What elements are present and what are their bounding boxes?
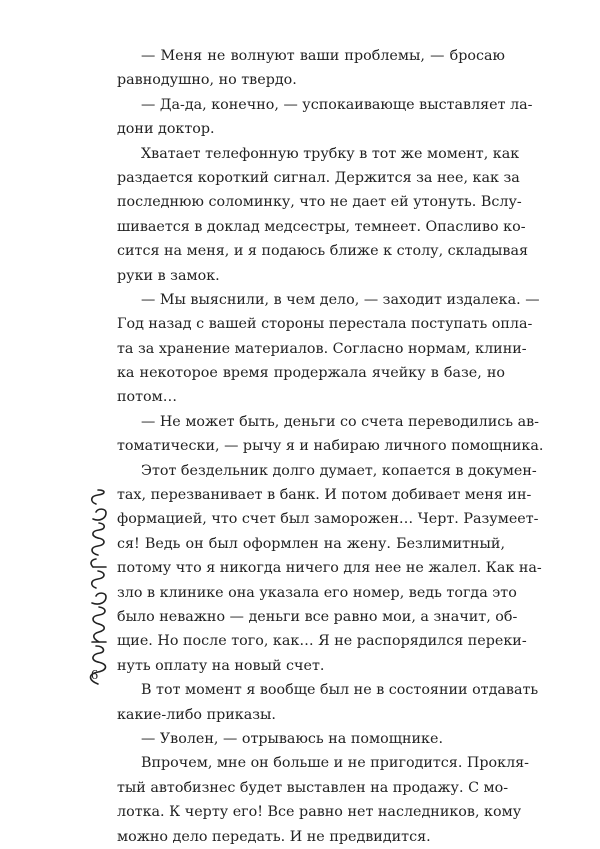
text-line: та за хранение материалов. Согласно нормам, клини- bbox=[117, 340, 527, 357]
body-text bbox=[117, 44, 544, 849]
text-line: Год назад с вашей стороны перестала поступать опла- bbox=[117, 316, 533, 333]
text-line: ся! Ведь он был оформлен на жену. Безлимитный, bbox=[117, 535, 505, 552]
text-line: формацией, что счет был заморожен… Черт. Разумеет- bbox=[117, 511, 539, 528]
text-line: томатически, — рычу я и набираю личного помощника. bbox=[117, 438, 544, 455]
text-line: тах, перезванивает в банк. И потом добивает меня ин- bbox=[117, 487, 532, 504]
text-line: ка некоторое время продержала ячейку в базе, но bbox=[117, 365, 505, 382]
text-line: сится на меня, и я подаюсь ближе к столу, складывая bbox=[117, 243, 529, 260]
text-line: раздается короткий сигнал. Держится за нее, как за bbox=[117, 169, 520, 186]
text-line: руки в замок. bbox=[117, 267, 220, 284]
text-line: последнюю соломинку, что не дает ей утонуть. Вслу- bbox=[117, 194, 522, 211]
text-line: Впрочем, мне он больше и не пригодится. Прокля- bbox=[141, 755, 529, 772]
text-line: — Уволен, — отрываюсь на помощнике. bbox=[141, 730, 443, 747]
text-line: В тот момент я вообще был не в состоянии отдавать bbox=[141, 682, 539, 699]
text-line: зло в клинике она указала его номер, ведь тогда это bbox=[117, 584, 517, 601]
text-line: можно дело передать. И не предвидится. bbox=[117, 828, 431, 845]
text-line: шивается в доклад медсестры, темнеет. Опасливо ко- bbox=[117, 218, 526, 235]
text-line: лотка. К черту его! Все равно нет наследников, кому bbox=[117, 804, 522, 821]
text-line: щие. Но после того, как… Я не распорядился переки- bbox=[117, 633, 527, 650]
text-line: — Меня не волнуют ваши проблемы, — бросаю bbox=[141, 48, 505, 64]
text-line: Этот бездельник долго думает, копается в докумен- bbox=[141, 462, 537, 479]
text-line: потом… bbox=[117, 389, 178, 406]
text-line: было неважно — деньги все равно мои, а значит, об- bbox=[117, 608, 518, 625]
text-line: нуть оплату на новый счет. bbox=[117, 657, 325, 674]
text-line: дони доктор. bbox=[117, 121, 215, 138]
text-line: тый автобизнес будет выставлен на продажу. С мо- bbox=[117, 779, 509, 796]
text-line: равнодушно, но твердо. bbox=[117, 72, 297, 89]
text-line: какие-либо приказы. bbox=[117, 706, 276, 723]
text-line: Хватает телефонную трубку в тот же момент, как bbox=[141, 145, 520, 162]
author-signature bbox=[78, 488, 118, 688]
text-line: потому что я никогда ничего для нее не жалел. Как на- bbox=[117, 560, 542, 577]
text-line: — Да-да, конечно, — успокаивающе выставляет ла- bbox=[141, 96, 533, 113]
text-line: — Мы выяснили, в чем дело, — заходит издалека. — bbox=[141, 291, 540, 308]
page-number: 6 bbox=[91, 668, 98, 683]
text-line: — Не может быть, деньги со счета переводились ав- bbox=[141, 413, 540, 430]
